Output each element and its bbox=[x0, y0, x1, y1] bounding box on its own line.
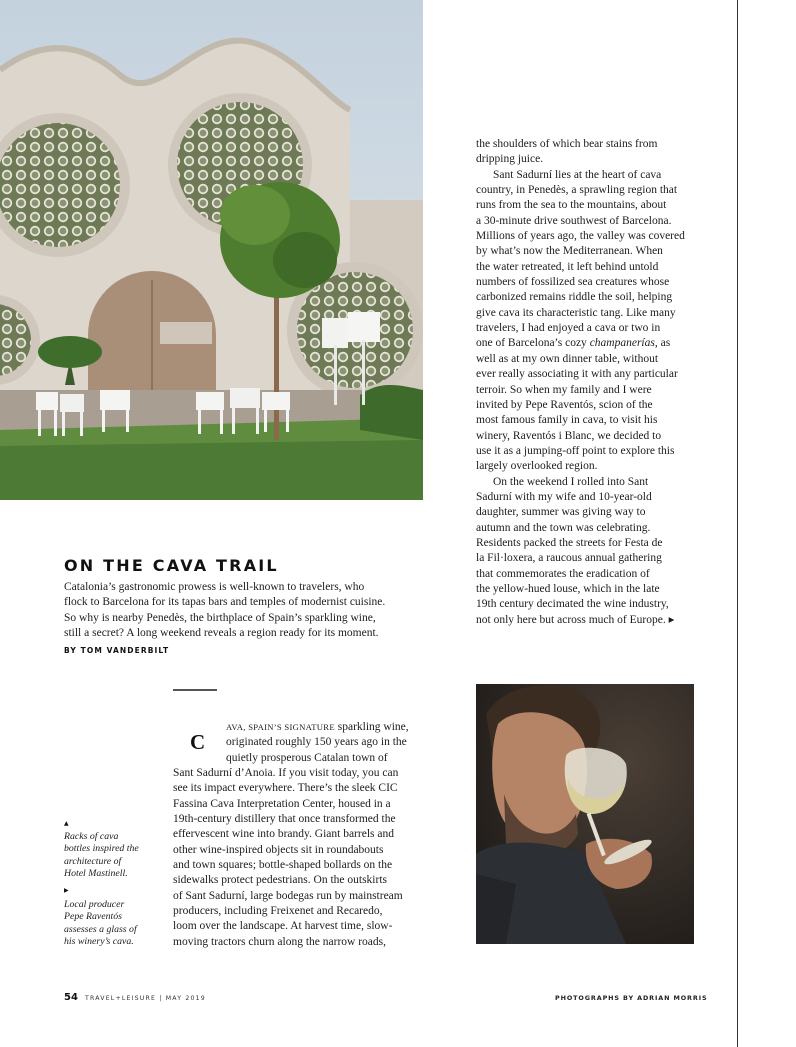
text-line: autumn and the town was celebrating. bbox=[476, 521, 651, 534]
caption-line: Pepe Raventós bbox=[64, 911, 122, 923]
dek-line: flock to Barcelona for its tapas bars and temples of modernist cuisine. bbox=[64, 596, 386, 609]
text-line: by what’s now the Mediterranean. When bbox=[476, 245, 663, 258]
dek-line: Catalonia’s gastronomic prowess is well-known to travelers, who bbox=[64, 581, 365, 593]
text-line: numbers of fossilized sea creatures whose bbox=[476, 276, 670, 289]
article-dek bbox=[64, 580, 410, 642]
text-line: that commemorates the eradication of bbox=[476, 567, 650, 580]
caption-line: his winery’s cava. bbox=[64, 935, 134, 947]
text-line: runs from the sea to the mountains, about bbox=[476, 199, 667, 212]
caption-line: assesses a glass of bbox=[64, 923, 137, 935]
publication-line: TRAVEL+LEISURE | MAY 2019 bbox=[85, 995, 206, 1002]
caption-line: Local producer bbox=[64, 899, 125, 910]
text-line: well as at my own dinner table, without bbox=[476, 352, 659, 365]
caption-right-arrow-icon: ▶ bbox=[64, 887, 69, 894]
text-line: la Fil·loxera, a raucous annual gathering bbox=[476, 552, 662, 565]
photo-credit: PHOTOGRAPHS BY ADRIAN MORRIS bbox=[555, 994, 708, 1002]
caption-line: Hotel Mastinell. bbox=[64, 867, 128, 879]
section-divider bbox=[173, 689, 217, 691]
text-line: On the weekend I rolled into Sant bbox=[493, 475, 649, 488]
page-number: 54 bbox=[64, 992, 78, 1003]
text-line: sidewalks protect pedestrians. On the outskirts bbox=[173, 874, 387, 887]
text-line: the shoulders of which bear stains from bbox=[476, 138, 658, 150]
pepe-raventos-photo bbox=[476, 684, 694, 944]
text-line: carbonized remains riddle the soil, helping bbox=[476, 291, 673, 304]
text-line: Sant Sadurní d’Anoia. If you visit today, you can bbox=[173, 767, 399, 780]
caption-up-arrow-icon: ▲ bbox=[64, 820, 69, 827]
text-line: country, in Penedès, a sprawling region that bbox=[476, 184, 678, 197]
text-line: moving tractors churn along the narrow roads, bbox=[173, 935, 387, 948]
italic-word: champanerías bbox=[589, 337, 655, 350]
text-line: Sant Sadurní lies at the heart of cava bbox=[493, 168, 662, 181]
text-line: dripping juice. bbox=[476, 153, 544, 166]
text-line-italic bbox=[476, 336, 696, 351]
hotel-mastinell-photo bbox=[0, 0, 423, 500]
text-line: and town squares; bottle-shaped bollards on the bbox=[173, 859, 393, 872]
text-line: Sadurní with my wife and 10-year-old bbox=[476, 490, 652, 503]
text-line: largely overlooked region. bbox=[476, 460, 598, 473]
text-line: travelers, I had enjoyed a cava or two in bbox=[476, 322, 661, 335]
text-line: use it as a jumping-off point to explore this bbox=[476, 444, 675, 457]
text-line: see its impact everywhere. There’s the sleek CIC bbox=[173, 782, 398, 795]
right-column-text bbox=[476, 137, 696, 628]
article-headline: ON THE CAVA TRAIL bbox=[64, 556, 279, 575]
body-column bbox=[173, 720, 419, 950]
text-line: Fassina Cava Interpretation Center, housed in a bbox=[173, 797, 391, 810]
lead-smallcaps: AVA, SPAIN’S SIGNATURE bbox=[226, 722, 335, 732]
text-line: of Sant Sadurní, large bodegas run by mainstream bbox=[173, 889, 403, 902]
text-line: originated roughly 150 years ago in the bbox=[226, 736, 407, 749]
text-line: give cava its characteristic tang. Like many bbox=[476, 306, 676, 319]
text-line: ever really associating it with any particular bbox=[476, 368, 678, 381]
text-line: loom over the landscape. At harvest time, slow- bbox=[173, 920, 393, 933]
lead-line bbox=[173, 720, 419, 735]
text-line: 19th century decimated the wine industry, bbox=[476, 598, 669, 611]
text-line: Millions of years ago, the valley was covered bbox=[476, 230, 685, 243]
caption-producer bbox=[64, 899, 150, 948]
text-line: a 30-minute drive southwest of Barcelona. bbox=[476, 214, 672, 227]
caption-line: architecture of bbox=[64, 855, 122, 867]
text-line: the yellow-hued louse, which in the late bbox=[476, 582, 660, 595]
lead-rest: sparkling wine, bbox=[334, 721, 409, 733]
text-line: terroir. So when my family and I were bbox=[476, 383, 652, 396]
text-line: other wine-inspired objects sit in roundabouts bbox=[173, 843, 384, 856]
drop-cap: C bbox=[190, 730, 206, 754]
continued-line: not only here but across much of Europe. ▸ bbox=[476, 613, 675, 626]
text-line: invited by Pepe Raventós, scion of the bbox=[476, 398, 653, 411]
text-line: most famous family in cava, to visit his bbox=[476, 414, 658, 427]
gutter-rule bbox=[737, 0, 738, 1047]
caption-hotel bbox=[64, 831, 150, 880]
byline: BY TOM VANDERBILT bbox=[64, 646, 170, 655]
text-line: 19th-century distillery that once transformed the bbox=[173, 813, 396, 826]
text-run: one of Barcelona’s cozy bbox=[476, 337, 590, 350]
dek-line: still a secret? A long weekend reveals a region ready for its moment. bbox=[64, 627, 379, 640]
text-line: Residents packed the streets for Festa de bbox=[476, 536, 663, 549]
caption-line: bottles inspired the bbox=[64, 843, 139, 855]
dek-line: So why is nearby Penedès, the birthplace of Spain’s sparkling wine, bbox=[64, 611, 376, 624]
caption-line: Racks of cava bbox=[64, 831, 119, 842]
text-run: , as bbox=[654, 337, 671, 350]
text-line: effervescent wine into brandy. Giant barrels and bbox=[173, 828, 394, 841]
text-line: producers, including Freixenet and Recaredo, bbox=[173, 905, 383, 918]
text-line: quietly prosperous Catalan town of bbox=[226, 751, 388, 764]
text-line: daughter, summer was giving way to bbox=[476, 506, 646, 519]
text-line: winery, Raventós i Blanc, we decided to bbox=[476, 429, 662, 442]
text-line: the water retreated, it left behind untold bbox=[476, 260, 659, 273]
